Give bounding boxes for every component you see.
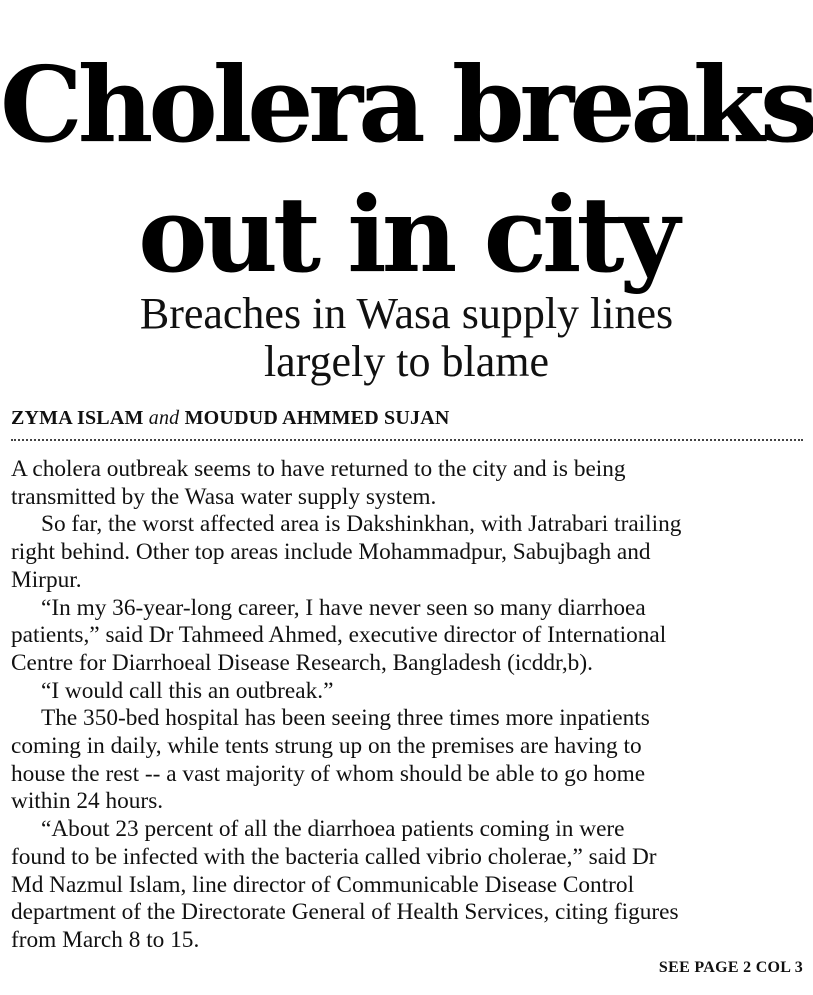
headline-line-1: Cholera breaks <box>0 43 813 166</box>
continuation-reference: SEE PAGE 2 COL 3 <box>658 959 803 976</box>
byline-conjunction: and <box>148 407 180 429</box>
headline-line-2: out in city <box>138 173 675 296</box>
subheadline <box>0 290 813 386</box>
byline-author-2: MOUDUD AHMMED SUJAN <box>184 407 450 429</box>
dotted-divider <box>11 439 803 441</box>
paragraph-2: So far, the worst affected area is Dakshinkhan, with Jatrabari trailing right behind. Other top areas include Mohammadpur, Sabujbagh and Mirpur. <box>11 511 682 593</box>
paragraph-1: A cholera outbreak seems to have returned to the city and is being transmitted by the Wasa water supply system. <box>11 456 626 510</box>
byline <box>11 406 450 430</box>
subheadline-line-1: Breaches in Wasa supply lines <box>139 289 674 338</box>
headline <box>0 40 813 300</box>
paragraph-3: “In my 36-year-long career, I have never seen so many diarrhoea patients,” said Dr Tahmeed Ahmed, executive director of International Centre for Diarrhoeal Disease Research, Bangladesh (icddr,b). <box>11 594 667 676</box>
paragraph-6: “About 23 percent of all the diarrhoea patients coming in were found to be infected with the bacteria called vibrio cholerae,” said Dr Md Nazmul Islam, line director of Communicable Disease Control department of the Directorate General of Health Services, citing figures from March 8 to 15. <box>11 816 679 953</box>
article-body <box>11 456 811 955</box>
byline-author-1: ZYMA ISLAM <box>11 407 144 429</box>
paragraph-5: The 350-bed hospital has been seeing three times more inpatients coming in daily, while tents strung up on the premises are having to house the rest -- a vast majority of whom should be able to go home within 24 hours. <box>11 705 650 815</box>
subheadline-line-2: largely to blame <box>263 337 550 386</box>
paragraph-4: “I would call this an outbreak.” <box>41 677 334 704</box>
